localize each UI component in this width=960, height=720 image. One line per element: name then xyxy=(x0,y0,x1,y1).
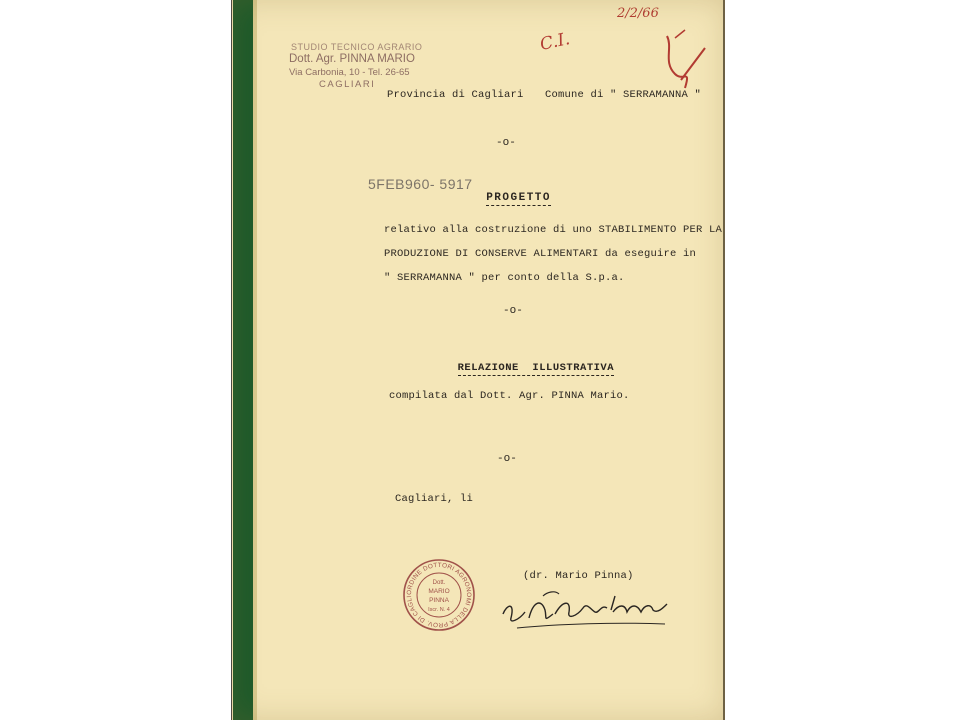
document-title xyxy=(470,180,551,204)
binding-margin xyxy=(253,0,257,720)
round-stamp-ring-text: ORDINE DOTTORI AGRONOMI DELLA PROV. DI CAGLI xyxy=(405,561,473,629)
separator-3: -o- xyxy=(497,453,517,465)
letterhead-line4: CAGLIARI xyxy=(319,79,376,90)
signature-name: (dr. Mario Pinna) xyxy=(523,570,634,582)
description-line-1: relativo alla costruzione di uno STABILIMENTO PER LA xyxy=(384,224,723,236)
separator-2: -o- xyxy=(503,305,523,317)
handwritten-date: 2/2/66 xyxy=(617,6,659,21)
letterhead-line2: Dott. Agr. PINNA MARIO xyxy=(289,53,415,65)
title-text: PROGETTO xyxy=(486,192,552,204)
handwritten-signature xyxy=(497,574,672,634)
protocol-stamp: 5FEB960- 5917 xyxy=(368,176,473,192)
comune-label: Comune di " SERRAMANNA " xyxy=(545,89,702,101)
compiled-by: compilata dal Dott. Agr. PINNA Mario. xyxy=(389,390,630,402)
round-stamp xyxy=(402,558,476,632)
description-line-2: PRODUZIONE DI CONSERVE ALIMENTARI da eseguire in xyxy=(384,248,697,260)
province-label: Provincia di Cagliari xyxy=(387,89,524,101)
round-stamp-graphic xyxy=(402,558,476,632)
round-stamp-center-3: PINNA xyxy=(429,597,449,604)
round-stamp-center-1: Dott. xyxy=(432,580,446,586)
subtitle xyxy=(444,350,614,374)
letterhead-stamp xyxy=(285,40,423,92)
green-binding xyxy=(233,0,255,720)
letterhead-line1: STUDIO TECNICO AGRARIO xyxy=(291,42,423,52)
round-stamp-center-2: MARIO xyxy=(428,588,450,595)
handwritten-initials: C.I. xyxy=(538,29,572,55)
place-date: Cagliari, li xyxy=(395,493,474,505)
letterhead-line3: Via Carbonia, 10 - Tel. 26-65 xyxy=(289,67,410,78)
separator-1: -o- xyxy=(496,137,516,149)
subtitle-text: RELAZIONE ILLUSTRATIVA xyxy=(457,362,615,374)
description-line-3: " SERRAMANNA " per conto della S.p.a. xyxy=(384,272,625,284)
round-stamp-center-4: Iscr. N. 4 xyxy=(428,607,450,613)
